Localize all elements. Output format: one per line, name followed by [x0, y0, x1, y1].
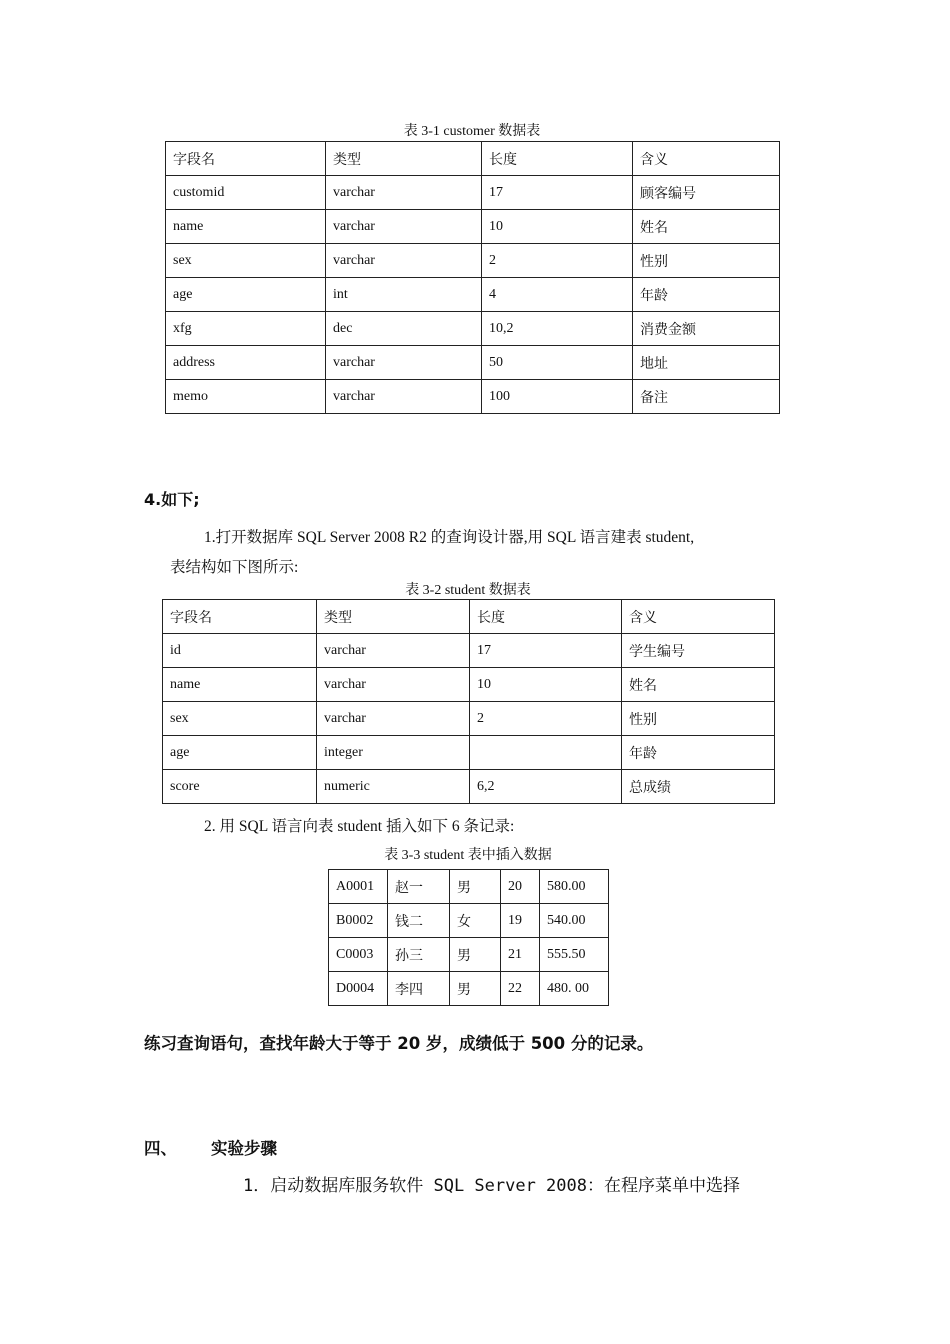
table-cell: varchar [326, 244, 482, 278]
section-title: 实验步骤 [211, 1139, 277, 1158]
table-cell: varchar [326, 210, 482, 244]
table-header-row [166, 142, 780, 176]
table-row [166, 312, 780, 346]
table-cell: 10,2 [482, 312, 633, 346]
table-cell: A0001 [329, 870, 388, 904]
step1-line1: 1.打开数据库 SQL Server 2008 R2 的查询设计器,用 SQL 语言建表 student, [204, 529, 695, 546]
header-cell: 长度 [470, 600, 622, 634]
header-cell: 类型 [326, 142, 482, 176]
table-cell: memo [166, 380, 326, 414]
table-cell: 10 [482, 210, 633, 244]
student-schema-table [162, 599, 775, 804]
table-cell: 555.50 [540, 938, 609, 972]
table-cell: 20 [501, 870, 540, 904]
table-cell: 2 [482, 244, 633, 278]
header-cell: 字段名 [166, 142, 326, 176]
student-data-table [328, 869, 609, 1006]
table-cell: 性别 [633, 244, 780, 278]
table-row [166, 176, 780, 210]
table-cell: sex [163, 702, 317, 736]
table-cell: dec [326, 312, 482, 346]
table-row [163, 770, 775, 804]
table-cell: 孙三 [388, 938, 450, 972]
table-cell: 17 [470, 634, 622, 668]
table-cell: varchar [326, 380, 482, 414]
step-start-text: 1．启动数据库服务软件 SQL Server 2008：在程序菜单中选择 [243, 1176, 740, 1196]
table-cell: varchar [317, 702, 470, 736]
table-cell: varchar [317, 634, 470, 668]
exercise-text: 练习查询语句，查找年龄大于等于 20 岁，成绩低于 500 分的记录。 [144, 1034, 654, 1053]
step2-text: 2. 用 SQL 语言向表 student 插入如下 6 条记录: [204, 818, 515, 835]
step1-line2: 表结构如下图所示: [170, 559, 299, 576]
table-row [329, 870, 609, 904]
table-cell: integer [317, 736, 470, 770]
table-row [166, 210, 780, 244]
table-row [166, 346, 780, 380]
table-row [163, 736, 775, 770]
table-cell: 男 [450, 870, 501, 904]
table-cell: 消费金额 [633, 312, 780, 346]
table-cell: 2 [470, 702, 622, 736]
table3-caption: 表 3-3 student 表中插入数据 [384, 848, 552, 863]
table-header-row [163, 600, 775, 634]
table-row [163, 668, 775, 702]
table-cell: 男 [450, 972, 501, 1006]
table-cell: numeric [317, 770, 470, 804]
table-cell: 男 [450, 938, 501, 972]
table-cell [470, 736, 622, 770]
table-cell: C0003 [329, 938, 388, 972]
table-cell: 姓名 [622, 668, 775, 702]
table-cell: customid [166, 176, 326, 210]
table-cell: 顾客编号 [633, 176, 780, 210]
table-cell: 6,2 [470, 770, 622, 804]
header-cell: 含义 [633, 142, 780, 176]
table-row [166, 278, 780, 312]
section-number: 四、 [144, 1139, 177, 1158]
table-cell: 17 [482, 176, 633, 210]
table-cell: score [163, 770, 317, 804]
table-row [329, 938, 609, 972]
table-row [166, 380, 780, 414]
customer-table [165, 141, 780, 414]
table-cell: varchar [326, 346, 482, 380]
table-cell: 性别 [622, 702, 775, 736]
table-row [166, 244, 780, 278]
table-cell: 19 [501, 904, 540, 938]
table-cell: 备注 [633, 380, 780, 414]
table-cell: B0002 [329, 904, 388, 938]
table-cell: 480. 00 [540, 972, 609, 1006]
table-cell: 地址 [633, 346, 780, 380]
table-row [329, 972, 609, 1006]
header-cell: 类型 [317, 600, 470, 634]
table-cell: 女 [450, 904, 501, 938]
table-cell: varchar [317, 668, 470, 702]
table-row [329, 904, 609, 938]
header-cell: 字段名 [163, 600, 317, 634]
table-cell: D0004 [329, 972, 388, 1006]
table-cell: 580.00 [540, 870, 609, 904]
table-cell: name [163, 668, 317, 702]
table-cell: 100 [482, 380, 633, 414]
table-cell: 学生编号 [622, 634, 775, 668]
table-cell: 总成绩 [622, 770, 775, 804]
table-cell: int [326, 278, 482, 312]
table-cell: varchar [326, 176, 482, 210]
table-cell: 年龄 [633, 278, 780, 312]
header-cell: 长度 [482, 142, 633, 176]
table-cell: id [163, 634, 317, 668]
header-cell: 含义 [622, 600, 775, 634]
table-cell: 21 [501, 938, 540, 972]
table-cell: 50 [482, 346, 633, 380]
table-cell: name [166, 210, 326, 244]
section-heading: 4.如下; [144, 490, 200, 509]
table-cell: 4 [482, 278, 633, 312]
table-cell: 10 [470, 668, 622, 702]
table-cell: 540.00 [540, 904, 609, 938]
table-cell: sex [166, 244, 326, 278]
table2-caption: 表 3-2 student 数据表 [405, 583, 531, 598]
table-row [163, 634, 775, 668]
table-cell: xfg [166, 312, 326, 346]
table-cell: address [166, 346, 326, 380]
table-cell: 赵一 [388, 870, 450, 904]
table-cell: 姓名 [633, 210, 780, 244]
table-cell: age [166, 278, 326, 312]
table1-caption: 表 3-1 customer 数据表 [403, 124, 541, 139]
table-cell: 钱二 [388, 904, 450, 938]
table-cell: 22 [501, 972, 540, 1006]
table-row [163, 702, 775, 736]
table-cell: 年龄 [622, 736, 775, 770]
table-cell: 李四 [388, 972, 450, 1006]
table-cell: age [163, 736, 317, 770]
